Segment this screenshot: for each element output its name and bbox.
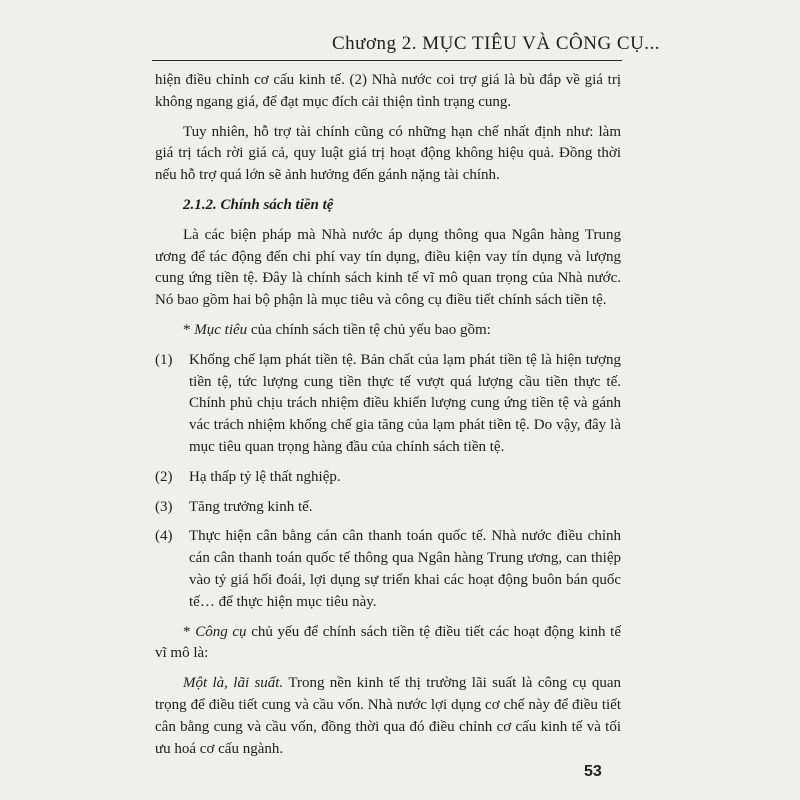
paragraph-3: Là các biện pháp mà Nhà nước áp dụng thông qua Ngân hàng Trung ương để tác động đến chi phí vay tín dụng, điều kiện vay tín dụng và lượng cung ứng tiền tệ. Đây là chính sách kinh tế vĩ mô quan trọng của Nhà nước. Nó bao gồm hai bộ phận là mục tiêu và công cụ điều tiết chính sách tiền tệ. [155, 226, 621, 309]
goal-text: Hạ thấp tỷ lệ thất nghiệp. [189, 468, 341, 485]
chapter-header: Chương 2. MỤC TIÊU VÀ CÔNG CỤ... [332, 33, 661, 54]
goals-label: Mục tiêu [194, 321, 248, 338]
tools-label: Công cụ [195, 623, 247, 640]
goals-prefix: * [183, 321, 195, 338]
goal-item-4 [155, 526, 621, 613]
goal-item-2 [155, 467, 621, 489]
goal-text: Thực hiện cân bằng cán cân thanh toán quốc tế. Nhà nước điều chỉnh cán cân thanh toán quốc tế thông qua Ngân hàng Trung ương, can thiệp vào tỷ giá hối đoái, lợi dụng sự triển khai các hoạt động buôn bán quốc tế… để thực hiện mục tiêu này. [189, 528, 621, 610]
tools-intro [155, 622, 621, 666]
paragraph-2: Tuy nhiên, hỗ trợ tài chính cũng có những hạn chế nhất định như: làm giá trị tách rời giá cả, quy luật giá trị hoạt động không hiệu quả. Đồng thời nếu hỗ trợ quá lớn sẽ ảnh hưởng đến gánh nặng tài chính. [155, 123, 621, 184]
interest-rate-label: Một là, lãi suất. [183, 675, 284, 692]
tools-prefix: * [183, 623, 196, 640]
goal-number: (3) [155, 498, 173, 515]
goal-item-1 [155, 350, 621, 459]
goal-item-3 [155, 497, 621, 519]
goals-intro-text: của chính sách tiền tệ chủ yếu bao gồm: [247, 321, 491, 338]
goal-number: (4) [155, 528, 173, 545]
interest-rate-text: Trong nền kinh tế thị trường lãi suất là công cụ quan trọng để điều tiết cung và cầu vốn. Nhà nước lợi dụng cơ chế này để điều tiết cân bằng cung và cầu vốn, đồng thời qua đó điều chỉnh cơ cấu kinh tế và tối ưu hoá cơ cấu ngành. [155, 675, 621, 757]
page-number: 53 [584, 763, 602, 780]
header-rule [152, 60, 622, 61]
goal-number: (1) [155, 351, 173, 368]
section-heading: 2.1.2. Chính sách tiền tệ [183, 196, 334, 213]
goal-number: (2) [155, 468, 173, 485]
goal-text: Tăng trưởng kinh tế. [189, 498, 313, 515]
page-body [155, 70, 621, 768]
goals-intro [155, 320, 621, 342]
paragraph-interest-rate [155, 673, 621, 760]
goal-text: Khống chế lạm phát tiền tệ. Bản chất của lạm phát tiền tệ là hiện tượng tiền tệ, tức lượng cung tiền thực tế vượt quá lượng cầu tiền thực tế. Chính phủ chịu trách nhiệm điều khiển lượng cung ứng tiền tệ và gánh vác trách nhiệm khống chế gia tăng của lạm phát tiền tệ. Do vậy, đây là mục tiêu quan trọng hàng đầu của chính sách tiền tệ. [189, 351, 621, 455]
paragraph-1: hiện điều chỉnh cơ cấu kinh tế. (2) Nhà nước coi trợ giá là bù đắp về giá trị không ngang giá, để đạt mục đích cải thiện tình trạng cung. [155, 72, 621, 110]
tools-intro-text: chủ yếu để chính sách tiền tệ điều tiết các hoạt động kinh tế vĩ mô là: [155, 623, 622, 662]
